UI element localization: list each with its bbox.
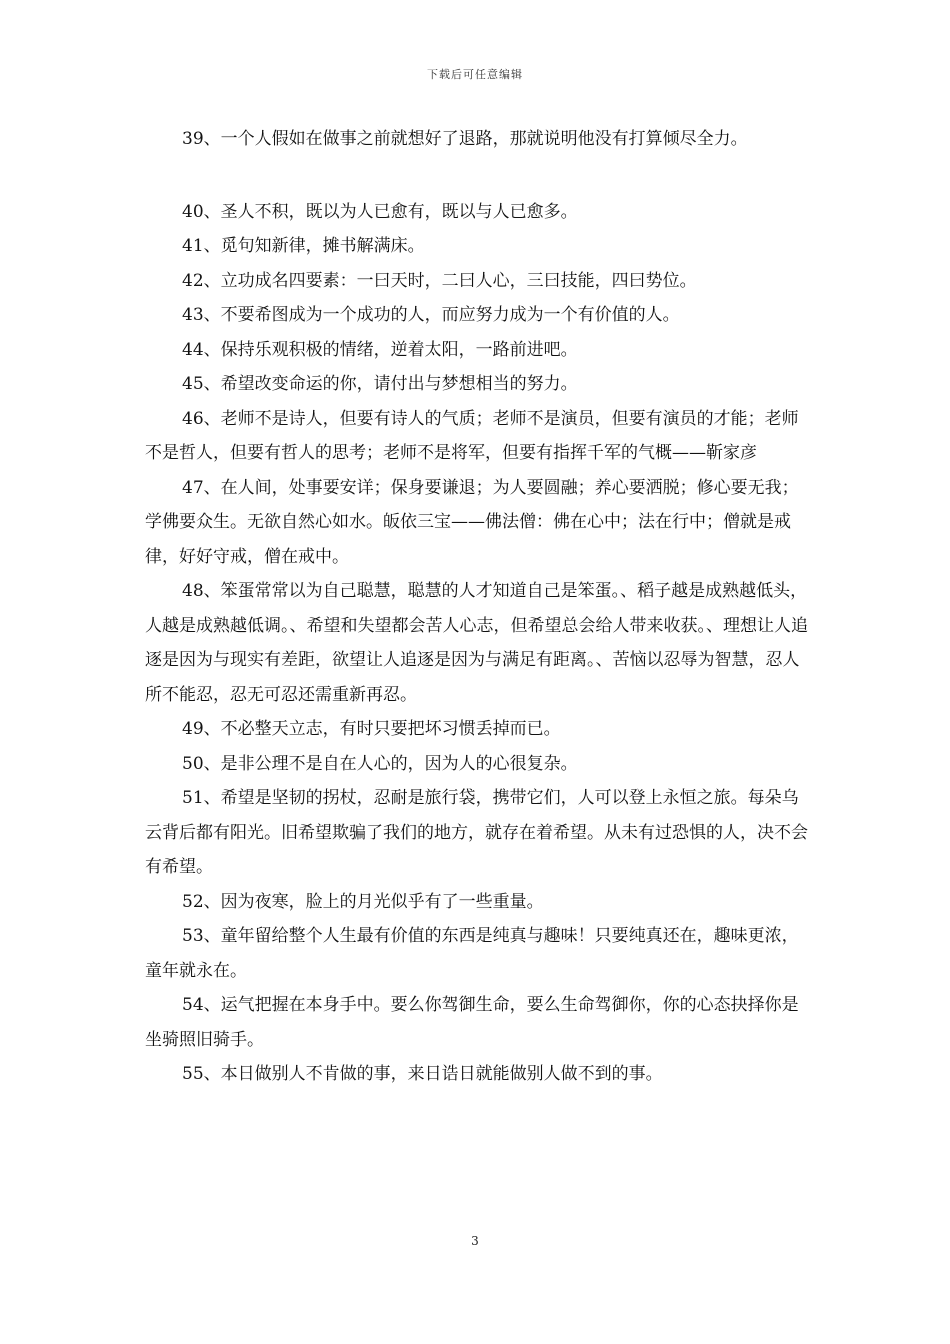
quote-45: 45、希望改变命运的你，请付出与梦想相当的努力。	[182, 374, 578, 394]
quote-43: 43、不要希图成为一个成功的人，而应努力成为一个有价值的人。	[182, 305, 680, 325]
quote-42: 42、立功成名四要素：一曰天时，二曰人心，三曰技能，四曰势位。	[182, 270, 697, 291]
document-body	[145, 122, 815, 1092]
quote-48: 48、笨蛋常常以为自己聪慧，聪慧的人才知道自己是笨蛋。、稻子越是成熟越低头，人越是成熟越低调。、希望和失望都会苦人心志，但希望总会给人带来收获。、理想让人追逐是因为与现实有差距，欲望让人追逐是因为与满足有距离。、苦恼以忍辱为智慧，忍人所不能忍，忍无可忍还需重新再忍。	[145, 581, 808, 705]
quote-49: 49、不必整天立志，有时只要把坏习惯丢掉而已。	[182, 719, 561, 739]
quote-50: 50、是非公理不是自在人心的，因为人的心很复杂。	[182, 753, 578, 774]
quote-53: 53、童年留给整个人生最有价值的东西是纯真与趣味！只要纯真还在，趣味更浓，童年就永在。	[145, 926, 799, 981]
quote-51: 51、希望是坚韧的拐杖，忍耐是旅行袋，携带它们，人可以登上永恒之旅。每朵乌云背后都有阳光。旧希望欺骗了我们的地方，就存在着希望。从未有过恐惧的人，决不会有希望。	[145, 788, 808, 877]
quote-47: 47、在人间，处事要安详；保身要谦退；为人要圆融；养心要洒脱；修心要无我；学佛要众生。无欲自然心如水。皈依三宝——佛法僧：佛在心中；法在行中；僧就是戒律，好好守戒，僧在戒中。	[145, 477, 799, 567]
page-number: 3	[471, 1234, 479, 1248]
quote-44: 44、保持乐观积极的情绪，逆着太阳，一路前进吧。	[182, 339, 578, 360]
quote-54: 54、运气把握在本身手中。要么你驾御生命，要么生命驾御你，你的心态抉择你是坐骑照旧骑手。	[145, 995, 799, 1050]
quote-39: 39、一个人假如在做事之前就想好了退路，那就说明他没有打算倾尽全力。	[182, 129, 748, 149]
quote-41: 41、觅句知新律，摊书解满床。	[182, 236, 425, 256]
quote-52: 52、因为夜寒，脸上的月光似乎有了一些重量。	[182, 891, 544, 912]
quote-55: 55、本日做别人不肯做的事，来日诰日就能做别人做不到的事。	[182, 1064, 663, 1084]
quote-46: 46、老师不是诗人，但要有诗人的气质；老师不是演员，但要有演员的才能；老师不是哲人，但要有哲人的思考；老师不是将军，但要有指挥千军的气概——靳家彦	[145, 408, 799, 463]
page-header: 下载后可任意编辑	[427, 68, 523, 81]
quote-40: 40、圣人不积，既以为人已愈有，既以与人已愈多。	[182, 201, 578, 222]
